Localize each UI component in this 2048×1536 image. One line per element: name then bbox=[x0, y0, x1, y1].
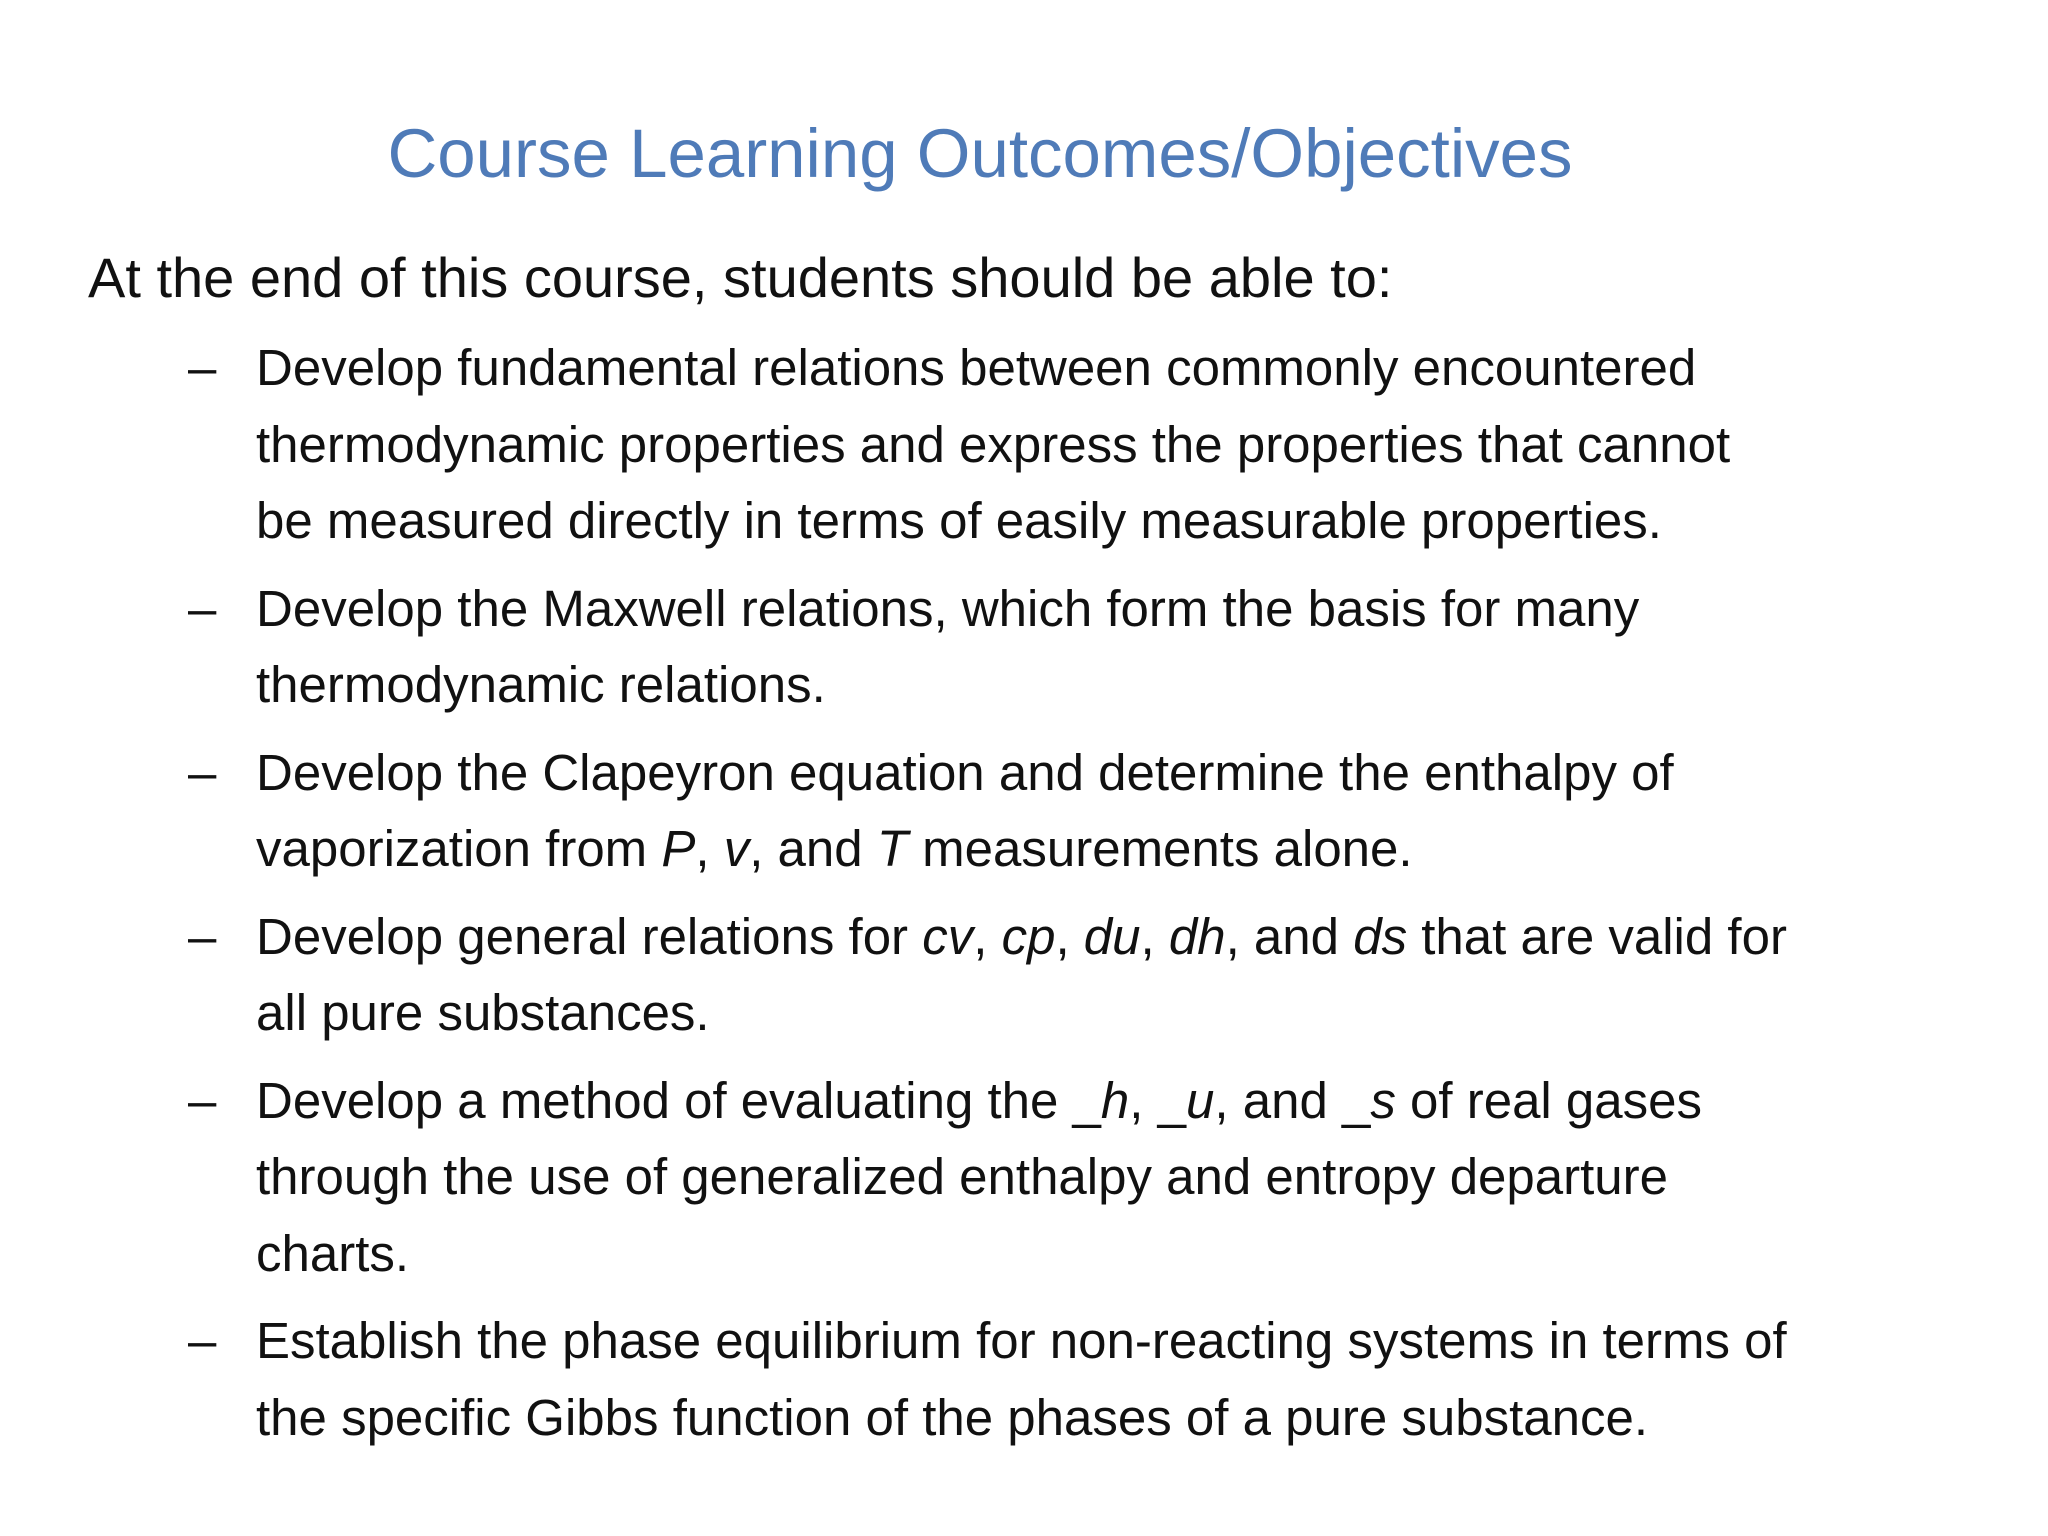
outcome-item bbox=[188, 571, 1998, 724]
text-segment: the specific Gibbs function of the phases of a pure substance. bbox=[256, 1388, 1649, 1446]
text-segment: charts. bbox=[256, 1224, 410, 1282]
outcome-item bbox=[188, 735, 1998, 888]
text-segment: , bbox=[695, 820, 724, 877]
text-segment: , bbox=[1055, 907, 1084, 965]
outcome-line bbox=[256, 811, 1998, 888]
outcome-line bbox=[256, 330, 1998, 407]
text-segment: Develop fundamental relations between commonly encountered bbox=[256, 339, 1697, 396]
outcome-item bbox=[188, 1063, 1998, 1293]
bullet-dash: – bbox=[188, 1312, 217, 1369]
text-segment: Develop the Clapeyron equation and determine the enthalpy of bbox=[256, 743, 1674, 801]
italic-symbol: h bbox=[1100, 1071, 1130, 1129]
text-segment: , _ bbox=[1129, 1071, 1186, 1129]
text-segment: measurements alone. bbox=[907, 820, 1413, 877]
bullet-dash: – bbox=[188, 743, 217, 801]
text-segment: all pure substances. bbox=[256, 984, 710, 1041]
outcomes-list bbox=[188, 330, 1998, 1467]
text-segment: that are valid for bbox=[1407, 907, 1787, 965]
italic-symbol: s bbox=[1370, 1071, 1396, 1129]
italic-symbol: du bbox=[1083, 907, 1141, 965]
text-segment: vaporization from bbox=[256, 820, 662, 877]
slide-title: Course Learning Outcomes/Objectives bbox=[387, 115, 1573, 192]
italic-symbol: P bbox=[661, 820, 696, 877]
outcome-item bbox=[188, 1303, 1998, 1456]
text-segment: , bbox=[1140, 907, 1169, 965]
outcome-line bbox=[256, 483, 1998, 560]
italic-symbol: dh bbox=[1168, 907, 1226, 965]
outcome-line bbox=[256, 735, 1998, 812]
outcome-line bbox=[256, 1063, 1998, 1140]
text-segment: through the use of generalized enthalpy and entropy departure bbox=[256, 1148, 1669, 1205]
italic-symbol: u bbox=[1186, 1071, 1215, 1129]
text-segment: of real gases bbox=[1395, 1071, 1703, 1129]
text-segment: , and bbox=[1225, 907, 1354, 965]
bullet-dash: – bbox=[188, 579, 217, 637]
text-segment: Establish the phase equilibrium for non-reacting systems in terms of bbox=[256, 1312, 1787, 1369]
text-segment: Develop a method of evaluating the _ bbox=[256, 1071, 1101, 1129]
text-segment: Develop the Maxwell relations, which form the basis for many bbox=[256, 579, 1640, 637]
text-segment: , and _ bbox=[1214, 1071, 1371, 1129]
outcome-line bbox=[256, 1380, 1998, 1457]
text-segment: Develop general relations for bbox=[256, 907, 923, 965]
italic-symbol: cv bbox=[922, 907, 974, 965]
italic-symbol: cp bbox=[1001, 907, 1056, 965]
italic-symbol: T bbox=[876, 820, 908, 877]
outcome-item bbox=[188, 330, 1998, 560]
outcome-line bbox=[256, 1139, 1998, 1216]
bullet-dash: – bbox=[188, 907, 217, 965]
italic-symbol: v bbox=[723, 820, 750, 877]
text-segment: thermodynamic relations. bbox=[256, 656, 826, 713]
text-segment: thermodynamic properties and express the properties that cannot bbox=[256, 415, 1731, 473]
outcome-line bbox=[256, 407, 1998, 484]
outcome-line bbox=[256, 899, 1998, 976]
outcome-line bbox=[256, 1303, 1998, 1380]
italic-symbol: ds bbox=[1353, 907, 1408, 965]
outcome-line bbox=[256, 647, 1998, 724]
outcome-item bbox=[188, 899, 1998, 1052]
outcome-line bbox=[256, 975, 1998, 1052]
bullet-dash: – bbox=[188, 1071, 217, 1129]
outcome-line bbox=[256, 571, 1998, 648]
intro-text: At the end of this course, students should be able to: bbox=[88, 246, 1393, 309]
text-segment: , bbox=[973, 907, 1002, 965]
text-segment: , and bbox=[749, 820, 877, 877]
text-segment: be measured directly in terms of easily measurable properties. bbox=[256, 492, 1662, 549]
bullet-dash: – bbox=[188, 339, 217, 396]
outcome-line bbox=[256, 1216, 1998, 1293]
